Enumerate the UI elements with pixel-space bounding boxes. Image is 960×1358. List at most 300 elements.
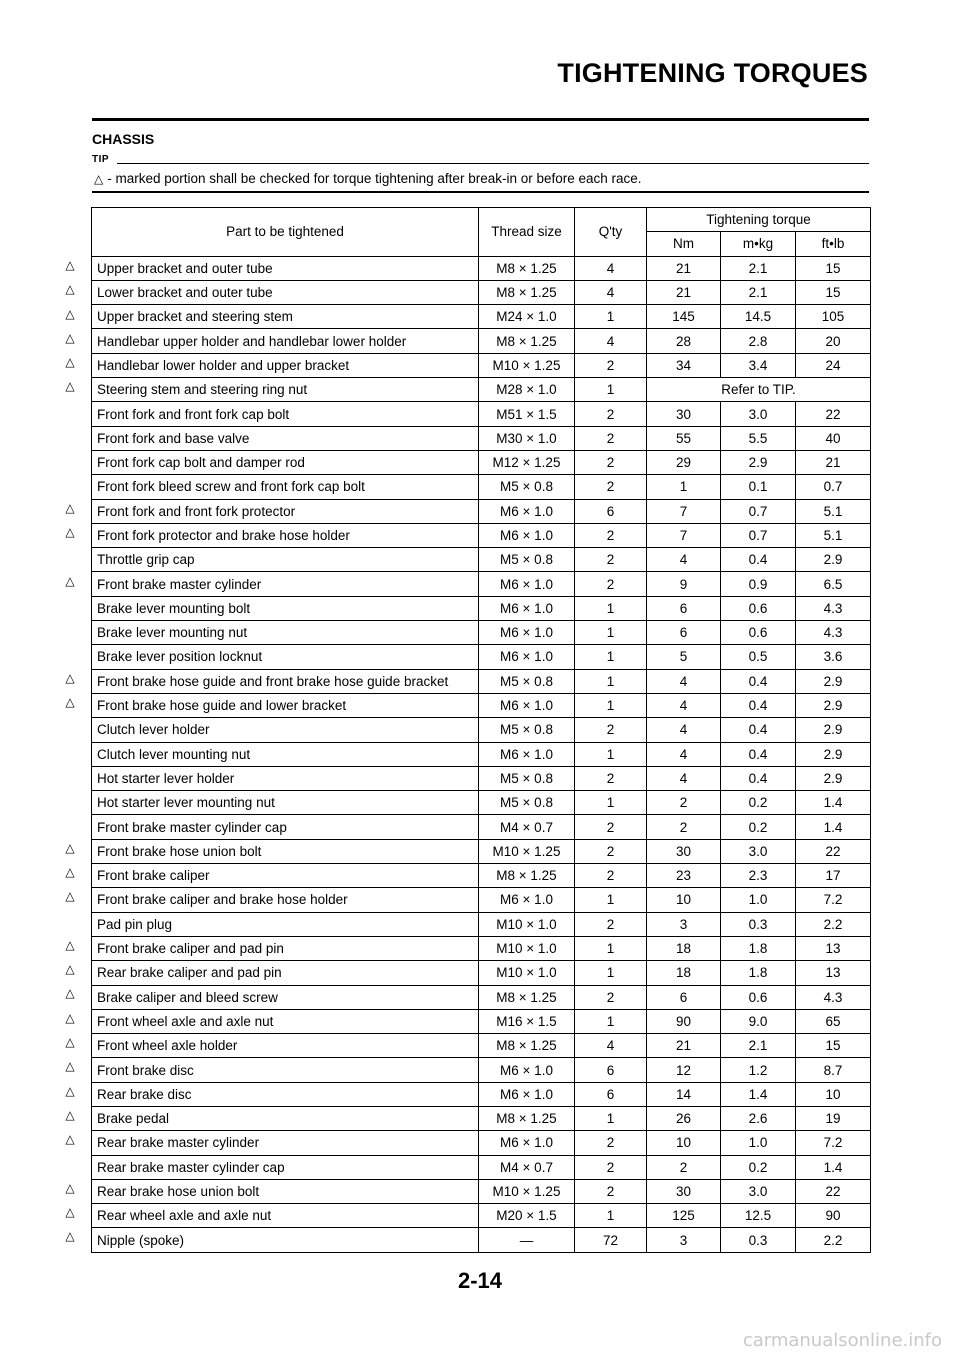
qty-cell: 4	[575, 280, 647, 304]
warning-triangle-icon: △	[65, 306, 75, 321]
torque-ftlb-cell: 22	[796, 839, 871, 863]
torque-nm-cell: 125	[647, 1204, 721, 1228]
table-row	[92, 718, 871, 742]
torque-mkg-cell: 0.6	[721, 621, 796, 645]
table-row	[92, 961, 871, 985]
torque-nm-cell: 34	[647, 353, 721, 377]
torque-nm-cell: 5	[647, 645, 721, 669]
torque-mkg-cell: 0.2	[721, 791, 796, 815]
torque-nm-cell: 145	[647, 305, 721, 329]
part-cell: Front brake hose guide and front brake hose guide bracket	[92, 669, 479, 693]
torque-mkg-cell: 1.8	[721, 961, 796, 985]
torque-ftlb-cell: 0.7	[796, 475, 871, 499]
qty-cell: 2	[575, 839, 647, 863]
table-row	[92, 766, 871, 790]
table-row	[92, 864, 871, 888]
torque-mkg-cell: 0.4	[721, 766, 796, 790]
warning-triangle-icon: △	[65, 695, 75, 710]
thread-size-cell: M6 × 1.0	[479, 888, 575, 912]
part-cell: Front fork and front fork cap bolt	[92, 402, 479, 426]
torque-ftlb-cell: 105	[796, 305, 871, 329]
torque-ftlb-cell: 7.2	[796, 1131, 871, 1155]
torque-nm-cell: 6	[647, 621, 721, 645]
torque-ftlb-cell: 22	[796, 1179, 871, 1203]
thread-size-cell: M6 × 1.0	[479, 1058, 575, 1082]
thread-size-cell: M8 × 1.25	[479, 1034, 575, 1058]
torque-nm-cell: 29	[647, 450, 721, 474]
part-cell: Nipple (spoke)	[92, 1228, 479, 1252]
table-row	[92, 499, 871, 523]
thread-size-cell: M10 × 1.25	[479, 1179, 575, 1203]
warning-triangle-icon: △	[65, 330, 75, 345]
torque-ftlb-cell: 2.9	[796, 693, 871, 717]
table-row	[92, 256, 871, 280]
warning-triangle-icon: △	[65, 573, 75, 588]
torque-ftlb-cell: 5.1	[796, 499, 871, 523]
torque-mkg-cell: 2.6	[721, 1106, 796, 1130]
part-cell: Front brake hose union bolt	[92, 839, 479, 863]
table-row	[92, 693, 871, 717]
torque-nm-cell: 4	[647, 766, 721, 790]
part-cell: Brake lever mounting bolt	[92, 596, 479, 620]
torque-mkg-cell: 0.6	[721, 985, 796, 1009]
part-cell: Front brake master cylinder cap	[92, 815, 479, 839]
qty-cell: 1	[575, 1009, 647, 1033]
table-row	[92, 1106, 871, 1130]
thread-size-cell: M8 × 1.25	[479, 280, 575, 304]
qty-cell: 1	[575, 961, 647, 985]
thread-size-cell: M20 × 1.5	[479, 1204, 575, 1228]
part-cell: Steering stem and steering ring nut	[92, 378, 479, 402]
torque-nm-cell: 18	[647, 936, 721, 960]
torque-ftlb-cell: 15	[796, 1034, 871, 1058]
header-rule	[92, 118, 869, 121]
torque-ftlb-cell: 2.2	[796, 1228, 871, 1252]
part-cell: Hot starter lever holder	[92, 766, 479, 790]
torque-nm-cell: 21	[647, 280, 721, 304]
part-cell: Front fork bleed screw and front fork cap bolt	[92, 475, 479, 499]
torque-ftlb-cell: 2.9	[796, 548, 871, 572]
qty-cell: 1	[575, 693, 647, 717]
torque-ftlb-cell: 17	[796, 864, 871, 888]
torque-mkg-cell: 0.1	[721, 475, 796, 499]
qty-cell: 2	[575, 912, 647, 936]
thread-size-cell: M12 × 1.25	[479, 450, 575, 474]
part-cell: Handlebar lower holder and upper bracket	[92, 353, 479, 377]
header-ftlb: ft•lb	[796, 232, 871, 256]
torque-note-cell: Refer to TIP.	[647, 378, 871, 402]
thread-size-cell: M5 × 0.8	[479, 791, 575, 815]
warning-triangle-icon: △	[65, 282, 75, 297]
warning-triangle-icon: △	[65, 500, 75, 515]
torque-mkg-cell: 1.0	[721, 1131, 796, 1155]
table-row	[92, 1179, 871, 1203]
torque-mkg-cell: 2.9	[721, 450, 796, 474]
warning-triangle-icon: △	[65, 962, 75, 977]
part-cell: Front wheel axle holder	[92, 1034, 479, 1058]
thread-size-cell: M51 × 1.5	[479, 402, 575, 426]
torque-nm-cell: 2	[647, 791, 721, 815]
thread-size-cell: M6 × 1.0	[479, 596, 575, 620]
thread-size-cell: M16 × 1.5	[479, 1009, 575, 1033]
qty-cell: 6	[575, 1082, 647, 1106]
torque-ftlb-cell: 5.1	[796, 523, 871, 547]
warning-triangle-icon: △	[65, 670, 75, 685]
part-cell: Clutch lever mounting nut	[92, 742, 479, 766]
torque-mkg-cell: 0.6	[721, 596, 796, 620]
torque-mkg-cell: 2.1	[721, 256, 796, 280]
torque-ftlb-cell: 22	[796, 402, 871, 426]
thread-size-cell: M8 × 1.25	[479, 1106, 575, 1130]
warning-triangle-icon: △	[65, 1204, 75, 1219]
torque-nm-cell: 10	[647, 1131, 721, 1155]
torque-ftlb-cell: 20	[796, 329, 871, 353]
qty-cell: 4	[575, 1034, 647, 1058]
part-cell: Rear brake caliper and pad pin	[92, 961, 479, 985]
tip-text	[92, 171, 642, 186]
warning-triangle-icon: △	[65, 1132, 75, 1147]
part-cell: Brake pedal	[92, 1106, 479, 1130]
qty-cell: 1	[575, 936, 647, 960]
qty-cell: 72	[575, 1228, 647, 1252]
warning-triangle-icon: △	[65, 889, 75, 904]
torque-mkg-cell: 3.0	[721, 402, 796, 426]
qty-cell: 1	[575, 888, 647, 912]
thread-size-cell: M6 × 1.0	[479, 499, 575, 523]
torque-mkg-cell: 0.4	[721, 548, 796, 572]
torque-ftlb-cell: 90	[796, 1204, 871, 1228]
torque-mkg-cell: 5.5	[721, 426, 796, 450]
qty-cell: 2	[575, 450, 647, 474]
torque-ftlb-cell: 13	[796, 961, 871, 985]
torque-mkg-cell: 14.5	[721, 305, 796, 329]
warning-triangle-icon: △	[65, 1010, 75, 1025]
table-row	[92, 280, 871, 304]
torque-ftlb-cell: 2.9	[796, 718, 871, 742]
table-row	[92, 936, 871, 960]
torque-mkg-cell: 3.0	[721, 1179, 796, 1203]
thread-size-cell: M4 × 0.7	[479, 1155, 575, 1179]
watermark: carmanualsonline.info	[742, 1330, 942, 1351]
warning-triangle-icon: △	[65, 1083, 75, 1098]
torque-nm-cell: 90	[647, 1009, 721, 1033]
table-row	[92, 378, 871, 402]
torque-mkg-cell: 2.3	[721, 864, 796, 888]
torque-nm-cell: 23	[647, 864, 721, 888]
thread-size-cell: —	[479, 1228, 575, 1252]
table-row	[92, 329, 871, 353]
thread-size-cell: M8 × 1.25	[479, 256, 575, 280]
table-row	[92, 572, 871, 596]
page-title: TIGHTENING TORQUES	[557, 58, 868, 88]
part-cell: Front fork protector and brake hose holder	[92, 523, 479, 547]
part-cell: Front brake caliper and brake hose holder	[92, 888, 479, 912]
torque-table-body	[92, 256, 871, 1252]
warning-triangle-icon: △	[65, 840, 75, 855]
warning-triangle-icon: △	[65, 379, 75, 394]
table-row	[92, 621, 871, 645]
torque-ftlb-cell: 1.4	[796, 791, 871, 815]
thread-size-cell: M24 × 1.0	[479, 305, 575, 329]
torque-nm-cell: 3	[647, 1228, 721, 1252]
qty-cell: 1	[575, 305, 647, 329]
part-cell: Brake caliper and bleed screw	[92, 985, 479, 1009]
torque-nm-cell: 12	[647, 1058, 721, 1082]
thread-size-cell: M6 × 1.0	[479, 693, 575, 717]
header-thread-size: Thread size	[479, 208, 575, 257]
thread-size-cell: M6 × 1.0	[479, 1131, 575, 1155]
part-cell: Front brake master cylinder	[92, 572, 479, 596]
torque-mkg-cell: 1.8	[721, 936, 796, 960]
torque-mkg-cell: 2.1	[721, 1034, 796, 1058]
torque-mkg-cell: 0.4	[721, 718, 796, 742]
torque-mkg-cell: 1.0	[721, 888, 796, 912]
torque-mkg-cell: 1.2	[721, 1058, 796, 1082]
thread-size-cell: M6 × 1.0	[479, 1082, 575, 1106]
thread-size-cell: M5 × 0.8	[479, 766, 575, 790]
torque-mkg-cell: 0.4	[721, 742, 796, 766]
torque-nm-cell: 14	[647, 1082, 721, 1106]
qty-cell: 1	[575, 1106, 647, 1130]
table-row	[92, 839, 871, 863]
torque-nm-cell: 4	[647, 669, 721, 693]
table-row	[92, 888, 871, 912]
table-row	[92, 669, 871, 693]
table-row	[92, 426, 871, 450]
part-cell: Handlebar upper holder and handlebar lower holder	[92, 329, 479, 353]
header-part: Part to be tightened	[92, 208, 479, 257]
torque-ftlb-cell: 7.2	[796, 888, 871, 912]
warning-triangle-icon: △	[65, 258, 75, 272]
torque-nm-cell: 6	[647, 596, 721, 620]
thread-size-cell: M6 × 1.0	[479, 572, 575, 596]
thread-size-cell: M10 × 1.0	[479, 936, 575, 960]
part-cell: Hot starter lever mounting nut	[92, 791, 479, 815]
table-row	[92, 450, 871, 474]
qty-cell: 2	[575, 1179, 647, 1203]
table-row	[92, 1009, 871, 1033]
table-row	[92, 548, 871, 572]
qty-cell: 2	[575, 864, 647, 888]
torque-ftlb-cell: 15	[796, 256, 871, 280]
thread-size-cell: M10 × 1.25	[479, 353, 575, 377]
thread-size-cell: M5 × 0.8	[479, 718, 575, 742]
qty-cell: 1	[575, 621, 647, 645]
torque-mkg-cell: 0.2	[721, 1155, 796, 1179]
qty-cell: 2	[575, 548, 647, 572]
torque-ftlb-cell: 2.9	[796, 766, 871, 790]
part-cell: Upper bracket and steering stem	[92, 305, 479, 329]
part-cell: Rear brake disc	[92, 1082, 479, 1106]
torque-nm-cell: 55	[647, 426, 721, 450]
torque-ftlb-cell: 4.3	[796, 596, 871, 620]
torque-nm-cell: 7	[647, 499, 721, 523]
torque-nm-cell: 3	[647, 912, 721, 936]
part-cell: Pad pin plug	[92, 912, 479, 936]
table-row	[92, 1131, 871, 1155]
thread-size-cell: M6 × 1.0	[479, 645, 575, 669]
qty-cell: 2	[575, 572, 647, 596]
qty-cell: 4	[575, 256, 647, 280]
thread-size-cell: M5 × 0.8	[479, 548, 575, 572]
tip-label: TIP	[92, 154, 110, 165]
torque-nm-cell: 6	[647, 985, 721, 1009]
qty-cell: 1	[575, 1204, 647, 1228]
thread-size-cell: M6 × 1.0	[479, 621, 575, 645]
torque-nm-cell: 28	[647, 329, 721, 353]
table-row	[92, 1228, 871, 1252]
torque-nm-cell: 2	[647, 1155, 721, 1179]
part-cell: Front fork and front fork protector	[92, 499, 479, 523]
torque-ftlb-cell: 3.6	[796, 645, 871, 669]
torque-ftlb-cell: 6.5	[796, 572, 871, 596]
qty-cell: 1	[575, 645, 647, 669]
header-qty: Q'ty	[575, 208, 647, 257]
thread-size-cell: M4 × 0.7	[479, 815, 575, 839]
part-cell: Front wheel axle and axle nut	[92, 1009, 479, 1033]
part-cell: Front brake disc	[92, 1058, 479, 1082]
qty-cell: 2	[575, 985, 647, 1009]
torque-nm-cell: 9	[647, 572, 721, 596]
thread-size-cell: M8 × 1.25	[479, 329, 575, 353]
table-row	[92, 912, 871, 936]
warning-triangle-icon: △	[65, 355, 75, 370]
torque-nm-cell: 30	[647, 839, 721, 863]
tip-rule	[117, 163, 869, 164]
torque-nm-cell: 4	[647, 742, 721, 766]
torque-ftlb-cell: 10	[796, 1082, 871, 1106]
qty-cell: 2	[575, 1155, 647, 1179]
table-row	[92, 305, 871, 329]
part-cell: Throttle grip cap	[92, 548, 479, 572]
torque-nm-cell: 10	[647, 888, 721, 912]
table-row	[92, 1155, 871, 1179]
table-row	[92, 1082, 871, 1106]
part-cell: Upper bracket and outer tube	[92, 256, 479, 280]
qty-cell: 2	[575, 475, 647, 499]
table-row	[92, 985, 871, 1009]
qty-cell: 1	[575, 596, 647, 620]
torque-nm-cell: 21	[647, 256, 721, 280]
warning-triangle-icon: △	[65, 1034, 75, 1049]
torque-mkg-cell: 0.4	[721, 693, 796, 717]
table-row	[92, 402, 871, 426]
torque-ftlb-cell: 2.2	[796, 912, 871, 936]
tip-bottom-rule	[92, 191, 869, 193]
torque-ftlb-cell: 1.4	[796, 815, 871, 839]
qty-cell: 4	[575, 329, 647, 353]
header-mkg: m•kg	[721, 232, 796, 256]
qty-cell: 6	[575, 1058, 647, 1082]
torque-ftlb-cell: 21	[796, 450, 871, 474]
thread-size-cell: M6 × 1.0	[479, 523, 575, 547]
part-cell: Rear brake hose union bolt	[92, 1179, 479, 1203]
torque-mkg-cell: 12.5	[721, 1204, 796, 1228]
thread-size-cell: M5 × 0.8	[479, 475, 575, 499]
section-title: CHASSIS	[92, 131, 155, 147]
qty-cell: 2	[575, 353, 647, 377]
qty-cell: 2	[575, 766, 647, 790]
thread-size-cell: M10 × 1.0	[479, 961, 575, 985]
qty-cell: 1	[575, 742, 647, 766]
part-cell: Rear wheel axle and axle nut	[92, 1204, 479, 1228]
table-row	[92, 815, 871, 839]
torque-nm-cell: 7	[647, 523, 721, 547]
torque-mkg-cell: 0.4	[721, 669, 796, 693]
torque-mkg-cell: 0.7	[721, 499, 796, 523]
warning-triangle-icon: △	[65, 986, 75, 1001]
thread-size-cell: M10 × 1.25	[479, 839, 575, 863]
warning-triangle-icon: △	[94, 172, 104, 186]
torque-ftlb-cell: 24	[796, 353, 871, 377]
thread-size-cell: M8 × 1.25	[479, 985, 575, 1009]
torque-ftlb-cell: 4.3	[796, 985, 871, 1009]
warning-triangle-icon: △	[65, 937, 75, 952]
part-cell: Front brake caliper and pad pin	[92, 936, 479, 960]
torque-ftlb-cell: 19	[796, 1106, 871, 1130]
qty-cell: 2	[575, 402, 647, 426]
torque-mkg-cell: 2.8	[721, 329, 796, 353]
torque-ftlb-cell: 13	[796, 936, 871, 960]
torque-nm-cell: 1	[647, 475, 721, 499]
torque-nm-cell: 30	[647, 402, 721, 426]
table-row	[92, 791, 871, 815]
torque-nm-cell: 4	[647, 718, 721, 742]
thread-size-cell: M8 × 1.25	[479, 864, 575, 888]
table-row	[92, 475, 871, 499]
torque-mkg-cell: 0.7	[721, 523, 796, 547]
thread-size-cell: M5 × 0.8	[479, 669, 575, 693]
table-row	[92, 596, 871, 620]
qty-cell: 1	[575, 378, 647, 402]
warning-triangle-icon: △	[65, 525, 75, 540]
torque-ftlb-cell: 4.3	[796, 621, 871, 645]
thread-size-cell: M10 × 1.0	[479, 912, 575, 936]
torque-nm-cell: 26	[647, 1106, 721, 1130]
torque-ftlb-cell: 15	[796, 280, 871, 304]
part-cell: Rear brake master cylinder	[92, 1131, 479, 1155]
warning-triangle-icon: △	[65, 1229, 75, 1244]
torque-table	[91, 207, 871, 1253]
qty-cell: 1	[575, 669, 647, 693]
table-row	[92, 353, 871, 377]
torque-nm-cell: 30	[647, 1179, 721, 1203]
table-row	[92, 1058, 871, 1082]
torque-mkg-cell: 3.4	[721, 353, 796, 377]
table-row	[92, 523, 871, 547]
torque-nm-cell: 4	[647, 548, 721, 572]
part-cell: Rear brake master cylinder cap	[92, 1155, 479, 1179]
thread-size-cell: M30 × 1.0	[479, 426, 575, 450]
torque-mkg-cell: 0.5	[721, 645, 796, 669]
torque-mkg-cell: 0.3	[721, 1228, 796, 1252]
torque-mkg-cell: 2.1	[721, 280, 796, 304]
qty-cell: 2	[575, 426, 647, 450]
torque-nm-cell: 18	[647, 961, 721, 985]
part-cell: Front brake caliper	[92, 864, 479, 888]
part-cell: Brake lever mounting nut	[92, 621, 479, 645]
torque-ftlb-cell: 65	[796, 1009, 871, 1033]
table-row	[92, 742, 871, 766]
torque-ftlb-cell: 2.9	[796, 669, 871, 693]
table-row	[92, 645, 871, 669]
qty-cell: 2	[575, 1131, 647, 1155]
header-tightening-torque: Tightening torque	[647, 208, 871, 232]
page-number: 2-14	[457, 1268, 503, 1293]
warning-triangle-icon: △	[65, 1059, 75, 1074]
warning-triangle-icon: △	[65, 865, 75, 879]
qty-cell: 6	[575, 499, 647, 523]
